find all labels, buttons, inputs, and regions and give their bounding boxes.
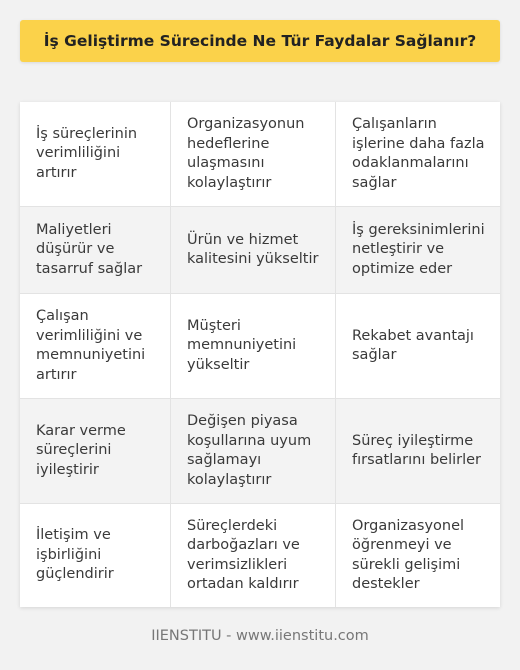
table-cell: Çalışan verimliliğini ve memnuniyetini artırır [20,294,171,399]
table-cell: İletişim ve işbirliğini güçlendirir [20,504,171,607]
table-cell: Süreç iyileştirme fırsatlarını belirler [336,399,500,504]
table-cell: Rekabet avantajı sağlar [336,294,500,399]
page-title: İş Geliştirme Sürecinde Ne Tür Faydalar Sağlanır? [43,32,477,50]
table-cell: Müşteri memnuniyetini yükseltir [171,294,336,399]
table-cell: İş süreçlerinin verimliliğini artırır [20,102,171,207]
table-cell: Maliyetleri düşürür ve tasarruf sağlar [20,207,171,294]
table-cell: Süreçlerdeki darboğazları ve verimsizlikleri ortadan kaldırır [171,504,336,607]
table-cell: Organizasyonel öğrenmeyi ve sürekli gelişimi destekler [352,517,465,592]
table-cell: Ürün ve hizmet kalitesini yükseltir [171,207,336,294]
table-cell: Değişen piyasa koşullarına uyum sağlamayı kolaylaştırır [171,399,336,504]
benefits-table [20,102,500,607]
table-cell: Karar verme süreçlerini iyileştirir [20,399,171,504]
title-bar [20,20,500,62]
table-cell: İş gereksinimlerini netleştirir ve optimize eder [336,207,500,294]
table-cell: Çalışanların işlerine daha fazla odaklanmalarını sağlar [336,102,500,207]
footer-credit: IIENSTITU - www.iienstitu.com [151,628,369,644]
table-cell: Organizasyonun hedeflerine ulaşmasını kolaylaştırır [171,102,336,207]
